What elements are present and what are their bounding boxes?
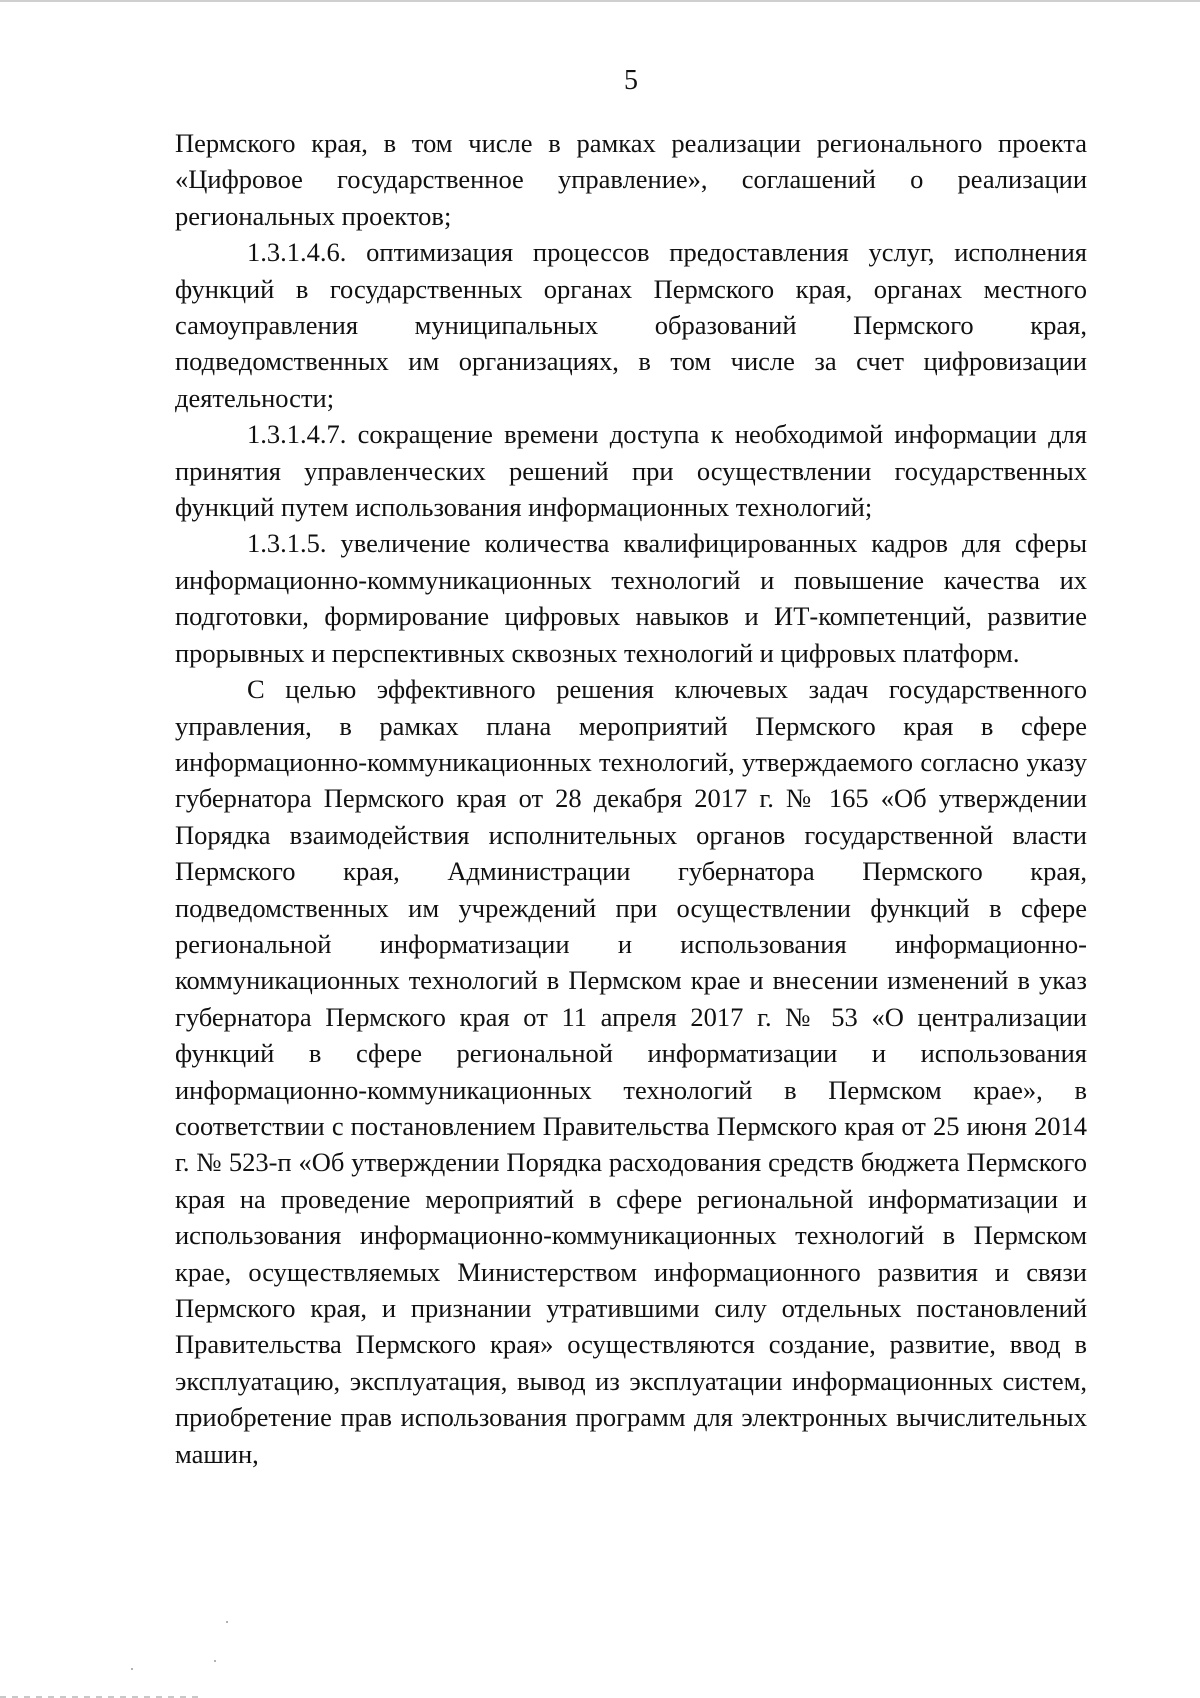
paragraph-continuation: Пермского края, в том числе в рамках реализации регионального проекта «Цифровое государственное управление», соглашений о реализации региональных проектов; [175, 128, 1087, 231]
scan-speck [214, 1660, 216, 1662]
paragraph-item-1-3-1-4-7: 1.3.1.4.7. сокращение времени доступа к необходимой информации для принятия управленческих решений при осуществлении государственных функций путем использования информационных технологий; [175, 419, 1087, 523]
scan-speck [226, 1621, 228, 1623]
scan-top-edge [0, 0, 1200, 2]
page-number: 5 [624, 65, 638, 96]
paragraph-item-1-3-1-4-6: 1.3.1.4.6. оптимизация процессов предоставления услуг, исполнения функций в государственных органах Пермского края, органах местного самоуправления муниципальных образований Пермского края, подведомственных им организациях, в том числе за счет цифровизации деятельности; [175, 237, 1087, 413]
paragraph-main-purpose: С целью эффективного решения ключевых задач государственного управления, в рамках плана мероприятий Пермского края в сфере информационно-коммуникационных технологий, утверждаемого согласно указу губернатора Пермского края от 28 декабря 2017 г. № 165 «Об утверждении Порядка взаимодействия исполнительных органов государственной власти Пермского края, Администрации губернатора Пермского края, подведомственных им учреждений при осуществлении функций в сфере региональной информатизации и использования информационно-коммуникационных технологий в Пермском крае и внесении изменений в указ губернатора Пермского края от 11 апреля 2017 г. № 53 «О централизации функций в сфере региональной информатизации и использования информационно-коммуникационных технологий в Пермском крае», в соответствии с постановлением Правительства Пермского края от 25 июня 2014 г. № 523-п «Об утверждении Порядка расходования средств бюджета Пермского края на проведение мероприятий в сфере региональной информатизации и использования информационно-коммуникационных технологий в Пермском крае, осуществляемых Министерством информационного развития и связи Пермского края, и признании утратившими силу отдельных постановлений Правительства Пермского края» осуществляются создание, развитие, ввод в эксплуатацию, эксплуатация, вывод из эксплуатации информационных систем, приобретение прав использования программ для электронных вычислительных машин, [175, 674, 1087, 1469]
scan-speck [131, 1668, 133, 1670]
paragraph-item-1-3-1-5: 1.3.1.5. увеличение количества квалифицированных кадров для сферы информационно-коммуникационных технологий и повышение качества их подготовки, формирование цифровых навыков и ИТ-компетенций, развитие прорывных и перспективных сквозных технологий и цифровых платформ. [175, 528, 1087, 668]
document-body [175, 125, 1087, 1472]
